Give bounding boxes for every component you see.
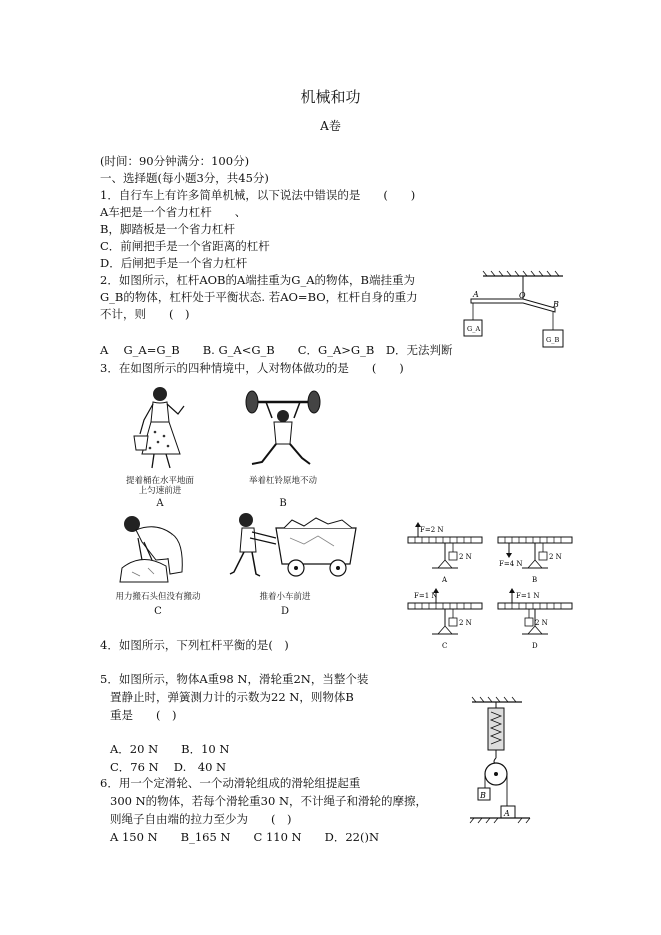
q3-figure-a	[120, 384, 200, 474]
q2-line3: 不计，则 ( )	[100, 307, 190, 321]
q3-label-b: B	[279, 498, 287, 509]
section-heading: 一、选择题(每小题3分，共45分)	[100, 171, 269, 185]
q4-c-label: C	[442, 642, 448, 650]
q4-a-label: A	[442, 576, 448, 584]
q3-figure-b	[238, 384, 328, 472]
q4-lever-diagrams	[404, 522, 576, 652]
q5-label-b: B	[480, 791, 486, 800]
q3-stem: 3．在如图所示的四种情境中，人对物体做功的是 ( )	[100, 361, 404, 375]
q3-figure-c	[112, 512, 202, 588]
q5-line3: 重是 ( )	[110, 708, 177, 722]
q2-label-a: A	[473, 290, 479, 299]
q2-lever-diagram	[455, 268, 575, 352]
q2-line2: G_B的物体，杠杆处于平衡状态. 若AO=BO，杠杆自身的重力	[100, 290, 418, 304]
q4-a-force: F=2 N	[420, 526, 444, 534]
q3-label-a: A	[156, 498, 164, 509]
q5-options-1: A．20 N B．10 N	[110, 742, 230, 756]
q4-stem: 4．如图所示，下列杠杆平衡的是( )	[100, 638, 289, 652]
q2-label-o: O	[519, 291, 526, 300]
q5-label-a: A	[504, 809, 510, 818]
q6-line2: 300 N的物体，若每个滑轮重30 N，不计绳子和滑轮的摩擦，	[110, 794, 428, 808]
q1-option-a: A车把是一个省力杠杆 、	[100, 205, 247, 219]
q6-line1: 6．用一个定滑轮、一个动滑轮组成的滑轮组提起重	[100, 776, 361, 790]
q3-label-c: C	[154, 606, 162, 617]
q3-caption-a-line1: 提着桶在水平地面	[125, 476, 194, 486]
q3-caption-c: 用力搬石头但没有搬动	[115, 592, 201, 602]
q6-options: A 150 N B_165 N C 110 N D．22()N	[110, 830, 380, 844]
q4-a-weight: 2 N	[459, 553, 472, 561]
q1-stem: 1．自行车上有许多简单机械，以下说法中错误的是 ( )	[100, 188, 416, 202]
q2-options: A G_A=G_B B. G_A<G_B C．G_A>G_B D．无法判断	[100, 343, 453, 357]
q2-line1: 2．如图所示，杠杆AOB的A端挂重为G_A的物体，B端挂重为	[100, 273, 415, 287]
q4-b-label: B	[532, 576, 538, 584]
q5-line2: 置静止时，弹簧测力计的示数为22 N，则物体B	[110, 690, 354, 704]
q2-label-b: B	[553, 300, 559, 309]
q4-b-weight: 2 N	[549, 553, 562, 561]
q5-pulley-diagram	[466, 696, 536, 828]
q2-label-gb: G_B	[546, 336, 560, 344]
q5-options-2: C．76 N D. 40 N	[110, 760, 227, 774]
q4-c-force: F=1 N	[414, 592, 438, 600]
q5-line1: 5．如图所示，物体A重98 N，滑轮重2N，当整个装	[100, 672, 369, 686]
q3-caption-b: 举着杠铃原地不动	[248, 476, 317, 486]
q4-d-weight: 2 N	[535, 619, 548, 627]
q1-option-c: C．前闸把手是一个省距离的杠杆	[100, 239, 270, 253]
q1-option-d: D．后闸把手是一个省力杠杆	[100, 256, 248, 270]
page-subtitle: A卷	[320, 119, 341, 133]
exam-meta: (时间：90分钟满分：100分)	[100, 154, 250, 168]
q4-d-force: F=1 N	[516, 592, 540, 600]
q4-d-label: D	[532, 642, 538, 650]
q3-caption-d: 推着小车前进	[259, 592, 311, 602]
q3-caption-a-line2: 上匀速前进	[138, 486, 182, 496]
q3-label-d: D	[280, 606, 290, 617]
q4-c-weight: 2 N	[459, 619, 472, 627]
q1-option-b: B，脚踏板是一个省力杠杆	[100, 222, 235, 236]
page-title: 机械和功	[300, 88, 361, 106]
q4-b-force: F=4 N	[499, 560, 523, 568]
q6-line3: 则绳子自由端的拉力至少为 ( )	[110, 812, 292, 826]
q2-label-ga: G_A	[467, 325, 481, 333]
q3-figure-d	[226, 508, 376, 584]
